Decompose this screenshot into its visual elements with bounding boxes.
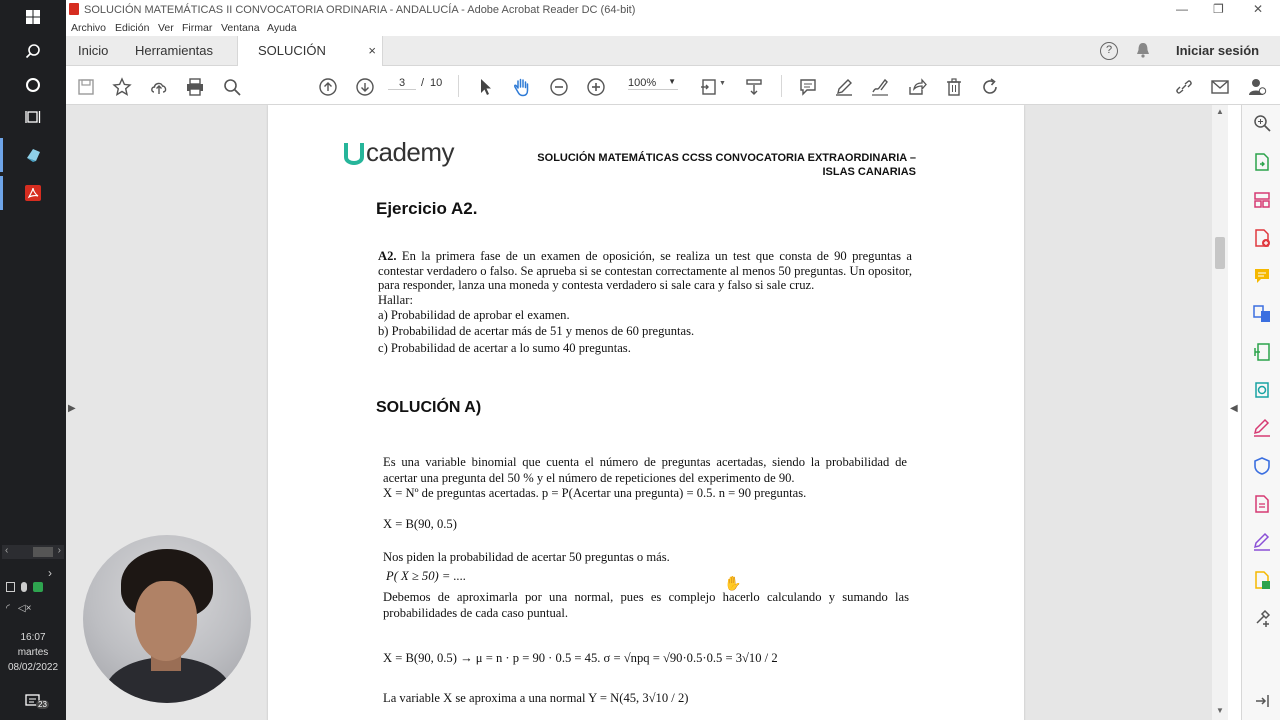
notification-count: 23 [38, 700, 47, 709]
compress-pdf-icon[interactable] [1251, 341, 1273, 363]
search-icon[interactable] [18, 38, 48, 64]
question-b: b) Probabilidad de acertar más de 51 y menos de 60 preguntas. [378, 324, 695, 338]
trash-icon[interactable] [943, 76, 965, 98]
clock-day[interactable]: martes [17, 647, 49, 658]
hand-tool-icon[interactable] [511, 76, 533, 98]
pdf-page: cademy SOLUCIÓN MATEMÁTICAS CCSS CONVOCATORIA EXTRAORDINARIA – ISLAS CANARIAS Ejercicio A2. A2. En la primera fase de un examen de oposición, se realiza un test que consta de 90 preguntas a contestar verdadero o falso. Se aprueba si se contestan correctamente al menos 50 preguntas. Un opositor, para responder, lanza una moneda y contesta verdadero si sale cara y falso si sale cruz. Hallar: a) Probabilidad de aprobar el examen. b) Probabilidad de acertar más de 51 y menos de 60 preguntas. c) Probabilidad de acertar a lo sumo 40 preguntas. SOLUCIÓN A) Es una variable binomial que cuenta el número de preguntas acertadas, siendo la probabilidad de acertar una pregunta del 50 % y el número de repeticiones del experimento de 90. X = Nº de preguntas acertadas. p = P(Acertar una pregunta) = 0.5. n = 90 preguntas. X = B(90, 0.5) Nos piden la probabilidad de acertar 50 preguntas o más. P( X ≥ 50) = .... Debemos de aproximarla por una normal, pues es complejo hacerlo calculando y sumando las probabilidades de cada caso puntual. X = B(90, 0.5) → μ = n · p = 90 · 0.5 = 45. σ = √npq = √90·0.5·0.5 = 3√10 / 2 La variable X se aproxima a una normal Y = N(45, 3√10 / 2) [268, 105, 1024, 720]
edit-pdf-icon[interactable] [1251, 569, 1273, 591]
solution-heading: SOLUCIÓN A) [376, 399, 482, 416]
hallar-label: Hallar: [378, 293, 413, 307]
comment-icon[interactable] [797, 76, 819, 98]
select-pointer-icon[interactable] [475, 76, 497, 98]
maximize-button[interactable]: ❐ [1213, 2, 1224, 16]
active-app-indicator [0, 138, 3, 172]
windows-start-icon[interactable] [18, 4, 48, 30]
tab-document-label: SOLUCIÓN [258, 43, 326, 58]
minimize-button[interactable]: — [1176, 2, 1188, 16]
solution-intro: Es una variable binomial que cuenta el número de preguntas acertadas, siendo la probabilidad de acertar una pregunta del 50 % y el número de repeticiones del experimento de 90. [383, 455, 907, 485]
variable-definition: X = Nº de preguntas acertadas. p = P(Acertar una pregunta) = 0.5. n = 90 preguntas. [383, 486, 807, 500]
probability-expression: P( X ≥ 50) = .... [386, 569, 467, 583]
acrobat-app-icon [69, 3, 79, 15]
rotate-icon[interactable] [979, 76, 1001, 98]
find-zoom-icon[interactable] [221, 76, 243, 98]
user-add-icon[interactable] [1246, 76, 1268, 98]
close-window-button[interactable]: ✕ [1253, 2, 1264, 16]
taskbar-scroll[interactable]: ‹ › [2, 545, 64, 559]
save-icon[interactable] [75, 76, 97, 98]
email-icon[interactable] [1209, 76, 1231, 98]
tab-home[interactable]: Inicio [78, 43, 109, 58]
tab-close-button[interactable]: × [368, 43, 376, 58]
share-icon[interactable] [906, 76, 928, 98]
menu-bar [66, 20, 1280, 36]
scrollbar-thumb[interactable] [1215, 237, 1225, 269]
scroll-mode-icon[interactable] [743, 76, 765, 98]
system-tray-2 [6, 603, 60, 617]
protect-shield-icon[interactable] [1251, 455, 1273, 477]
zoom-level-select[interactable] [628, 77, 678, 90]
notifications-icon[interactable] [18, 688, 48, 714]
cortana-icon[interactable] [18, 72, 48, 98]
bell-icon[interactable] [1134, 41, 1152, 64]
menu-edicion[interactable]: Edición [115, 22, 150, 34]
mean-sigma-calculation: X = B(90, 0.5) → μ = n · p = 90 · 0.5 = 45. σ = √npq = √90·0.5·0.5 = 3√10 / 2 [383, 651, 778, 665]
defender-icon[interactable] [33, 582, 43, 592]
title-bar [66, 0, 1280, 20]
fill-sign-icon[interactable] [1251, 417, 1273, 439]
webcam-person-face [135, 581, 197, 661]
binomial-expression: X = B(90, 0.5) [383, 517, 457, 531]
menu-ayuda[interactable]: Ayuda [267, 22, 297, 34]
sign-in-button[interactable]: Iniciar sesión [1176, 43, 1260, 58]
next-page-icon[interactable] [354, 76, 376, 98]
page-separator: / [421, 77, 425, 89]
highlight-pen-icon[interactable] [833, 76, 855, 98]
send-for-review-icon[interactable] [1251, 379, 1273, 401]
active-app-indicator-2 [0, 176, 3, 210]
windows-taskbar [0, 0, 66, 720]
combine-files-icon[interactable] [1251, 303, 1273, 325]
toolbar-divider-2 [781, 75, 782, 97]
hand-cursor-icon: ✋ [724, 575, 742, 591]
menu-ventana[interactable]: Ventana [221, 22, 260, 34]
menu-ver[interactable]: Ver [158, 22, 174, 34]
menu-archivo[interactable]: Archivo [71, 22, 107, 34]
toolbar [66, 67, 1280, 105]
problem-statement [378, 249, 912, 293]
comment-tool-icon[interactable] [1251, 265, 1273, 287]
collapse-pane-icon[interactable] [1251, 690, 1273, 712]
network-icon[interactable]: ◜ [6, 603, 10, 614]
question-ask: Nos piden la probabilidad de acertar 50 preguntas o más. [383, 550, 670, 564]
volume-muted-icon[interactable]: ◁× [17, 603, 32, 614]
normal-approximation: La variable X se aproxima a una normal Y = N(45, 3√10 / 2) [383, 691, 689, 705]
right-tools-pane [1241, 105, 1280, 720]
question-c: c) Probabilidad de acertar a lo sumo 40 preguntas. [378, 341, 631, 355]
create-pdf-icon[interactable] [1251, 227, 1273, 249]
webcam-overlay [83, 535, 251, 703]
right-pane-toggle-icon[interactable]: ◀ [1230, 403, 1238, 414]
microphone-icon[interactable] [21, 582, 27, 592]
tab-document[interactable] [237, 36, 383, 66]
task-view-icon[interactable] [18, 104, 48, 130]
tab-bar [66, 36, 1280, 66]
zoom-in-icon[interactable] [585, 76, 607, 98]
request-signature-icon[interactable] [1251, 531, 1273, 553]
sign-icon[interactable] [869, 76, 891, 98]
app-icon[interactable] [18, 142, 48, 168]
more-tools-icon[interactable] [1251, 607, 1273, 629]
clock-time[interactable]: 16:07 [20, 632, 46, 643]
acrobat-taskbar-icon[interactable] [18, 180, 48, 206]
clock-date[interactable]: 08/02/2022 [7, 662, 59, 673]
chevron-down-icon: ▼ [668, 77, 676, 86]
print-icon[interactable] [184, 76, 206, 98]
upload-cloud-icon[interactable] [148, 76, 170, 98]
scroll-down-icon[interactable]: ▼ [1216, 706, 1224, 715]
vertical-scrollbar[interactable] [1212, 105, 1228, 720]
search-zoom-icon[interactable] [1251, 112, 1273, 134]
toolbar-divider [458, 75, 459, 97]
tab-tools[interactable]: Herramientas [135, 43, 214, 58]
help-icon[interactable]: ? [1100, 42, 1118, 60]
window-title: SOLUCIÓN MATEMÁTICAS II CONVOCATORIA ORDINARIA - ANDALUCÍA - Adobe Acrobat Reader DC (64-bit) [84, 4, 636, 16]
exercise-heading: Ejercicio A2. [376, 199, 478, 218]
total-pages: 10 [430, 77, 443, 89]
approximation-text: Debemos de aproximarla por una normal, pues es complejo hacerlo calculando y sumando las probabilidades de cada caso puntual. [383, 590, 909, 620]
link-edit-icon[interactable] [1173, 76, 1195, 98]
document-header: SOLUCIÓN MATEMÁTICAS CCSS CONVOCATORIA EXTRAORDINARIA – ISLAS CANARIAS [537, 152, 916, 178]
left-pane-toggle-icon[interactable]: ▶ [68, 403, 76, 414]
organize-pages-icon[interactable] [1251, 189, 1273, 211]
export-pdf-icon[interactable] [1251, 151, 1273, 173]
zoom-level-value: 100% [628, 77, 657, 89]
zoom-out-icon[interactable] [548, 76, 570, 98]
tray-app-icon[interactable] [6, 582, 15, 592]
page-fit-icon[interactable]: ▼ [698, 76, 720, 98]
question-a: a) Probabilidad de aprobar el examen. [378, 308, 570, 322]
problem-label: A2. [378, 249, 397, 263]
scroll-up-icon[interactable]: ▲ [1216, 107, 1224, 116]
page-number-input[interactable]: 3 [388, 77, 416, 90]
menu-firmar[interactable]: Firmar [182, 22, 213, 34]
system-tray [6, 582, 60, 596]
tray-expand-icon[interactable]: › [48, 566, 52, 580]
prepare-form-icon[interactable] [1251, 493, 1273, 515]
problem-text: En la primera fase de un examen de oposición, se realiza un test que consta de 90 preguntas a contestar verdadero o falso. Se aprueba si se contestan correctamente al menos 50 preguntas. Un opositor, para responder, lanza una moneda y contesta verdadero si sale cara y falso si sale cruz. [378, 249, 912, 293]
bookmark-star-icon[interactable] [111, 76, 133, 98]
previous-page-icon[interactable] [317, 76, 339, 98]
